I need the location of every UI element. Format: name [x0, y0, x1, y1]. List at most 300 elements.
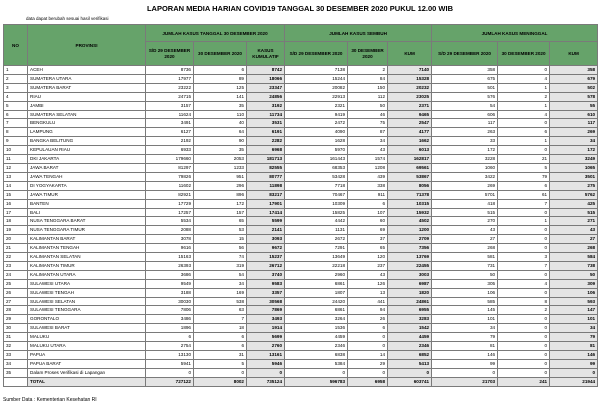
meninggal-tgl: 8: [498, 297, 550, 306]
sembuh-sd: 4090: [285, 128, 348, 137]
sembuh-sd: 5970: [285, 146, 348, 155]
sembuh-tgl: 84: [348, 74, 388, 83]
province-name: SUMATERA UTARA: [28, 74, 146, 83]
header-kasus-sd: S/D 29 DESEMBER 2020: [146, 42, 194, 66]
sembuh-tgl: 120: [348, 253, 388, 262]
sembuh-sd: 2472: [285, 119, 348, 128]
meninggal-kum: 79: [550, 333, 598, 342]
province-name: SUMATERA BARAT: [28, 83, 146, 92]
sembuh-sd: 7718: [285, 181, 348, 190]
kasus-kumulatif: 8742: [247, 66, 285, 75]
sembuh-tgl: 1574: [348, 155, 388, 164]
sembuh-sd: 7291: [285, 244, 348, 253]
kasus-tgl: 141: [194, 92, 247, 101]
sembuh-kum: 2547: [388, 119, 432, 128]
table-row: [4, 306, 598, 315]
meninggal-sd: 146: [432, 351, 498, 360]
kasus-kumulatif: 26712: [247, 261, 285, 270]
meninggal-kum: 34: [550, 137, 598, 146]
table-row: [4, 368, 598, 377]
kasus-kumulatif: 80777: [247, 172, 285, 181]
province-name: SUMATERA SELATAN: [28, 110, 146, 119]
sembuh-kum: 69561: [388, 163, 432, 172]
kasus-kumulatif: 6968: [247, 146, 285, 155]
kasus-tgl: 6: [194, 66, 247, 75]
header-no: NO: [4, 25, 28, 66]
kasus-tgl: 65: [194, 217, 247, 226]
kasus-sd: 11624: [146, 110, 194, 119]
province-name: LAMPUNG: [28, 128, 146, 137]
kasus-tgl: 34: [194, 279, 247, 288]
kasus-tgl: 6: [194, 333, 247, 342]
row-no: 32: [4, 342, 28, 351]
table-body: [4, 66, 598, 387]
meninggal-kum: 679: [550, 74, 598, 83]
sembuh-kum: 1542: [388, 324, 432, 333]
sembuh-kum: 2709: [388, 235, 432, 244]
kasus-tgl: 90: [194, 137, 247, 146]
sembuh-kum: 2346: [388, 342, 432, 351]
row-no: 9: [4, 137, 28, 146]
header-meninggal-tgl: 30 DESEMBER 2020: [498, 42, 550, 66]
kasus-sd: 11602: [146, 181, 194, 190]
sembuh-sd: 1131: [285, 226, 348, 235]
meninggal-tgl: 21: [498, 155, 550, 164]
sembuh-kum: 22455: [388, 261, 432, 270]
table-row: [4, 288, 598, 297]
kasus-kumulatif: 5599: [247, 217, 285, 226]
row-no: 27: [4, 297, 28, 306]
sembuh-kum: 7356: [388, 244, 432, 253]
sembuh-kum: 1662: [388, 137, 432, 146]
meninggal-sd: 145: [432, 306, 498, 315]
province-name: SULAWESI SELATAN: [28, 297, 146, 306]
sembuh-kum: 13769: [388, 253, 432, 262]
table-row: [4, 66, 598, 75]
meninggal-tgl: 0: [498, 119, 550, 128]
table-row: [4, 351, 598, 360]
kasus-tgl: 64: [194, 128, 247, 137]
table-row: [4, 199, 598, 208]
meninggal-sd: 27: [432, 235, 498, 244]
row-no: 23: [4, 261, 28, 270]
meninggal-sd: 515: [432, 208, 498, 217]
sembuh-sd: 70467: [285, 190, 348, 199]
table-row: [4, 172, 598, 181]
table-row: [4, 155, 598, 164]
sembuh-sd: 22913: [285, 92, 348, 101]
meninggal-kum: 99: [550, 359, 598, 368]
kasus-tgl: 1233: [194, 163, 247, 172]
kasus-sd: 5534: [146, 217, 194, 226]
province-name: KALIMANTAN SELATAN: [28, 253, 146, 262]
sembuh-tgl: 237: [348, 261, 388, 270]
sembuh-kum: 9465: [388, 110, 432, 119]
kasus-kumulatif: 24856: [247, 92, 285, 101]
row-no: 8: [4, 128, 28, 137]
meninggal-sd: 731: [432, 261, 498, 270]
kasus-tgl: 296: [194, 181, 247, 190]
sembuh-tgl: 50: [348, 101, 388, 110]
row-no: 25: [4, 279, 28, 288]
sembuh-sd: 15244: [285, 74, 348, 83]
sembuh-sd: 10309: [285, 199, 348, 208]
report-title: LAPORAN MEDIA HARIAN COVID19 TANGGAL 30 DESEMBER 2020 PUKUL 12.00 WIB: [146, 4, 454, 13]
province-name: SULAWESI BARAT: [28, 324, 146, 333]
meninggal-sd: 101: [432, 315, 498, 324]
province-name: GORONTALO: [28, 315, 146, 324]
kasus-tgl: 0: [194, 368, 247, 377]
kasus-kumulatif: 15237: [247, 253, 285, 262]
meninggal-sd: 585: [432, 297, 498, 306]
meninggal-sd: 501: [432, 83, 498, 92]
data-source: Sumber Data : Kementerian Kesehatan RI: [3, 397, 97, 403]
meninggal-tgl: 79: [498, 172, 550, 181]
meninggal-kum: 50: [550, 270, 598, 279]
total-row: [4, 377, 598, 386]
row-no: 26: [4, 288, 28, 297]
meninggal-sd: 1060: [432, 163, 498, 172]
table-row: [4, 83, 598, 92]
row-no: 15: [4, 190, 28, 199]
meninggal-kum: 502: [550, 83, 598, 92]
row-no: 5: [4, 101, 28, 110]
province-name: RIAU: [28, 92, 146, 101]
kasus-tgl: 35: [194, 101, 247, 110]
covid-report-table: [3, 24, 598, 387]
kasus-tgl: 172: [194, 199, 247, 208]
kasus-sd: 2754: [146, 342, 194, 351]
sembuh-kum: 24861: [388, 297, 432, 306]
kasus-sd: 26393: [146, 261, 194, 270]
kasus-tgl: 110: [194, 110, 247, 119]
kasus-kumulatif: 11898: [247, 181, 285, 190]
kasus-sd: 3157: [146, 101, 194, 110]
meninggal-sd: 21703: [432, 377, 498, 386]
province-name: BANGKA BELITUNG: [28, 137, 146, 146]
meninggal-kum: 425: [550, 199, 598, 208]
kasus-kumulatif: 2282: [247, 137, 285, 146]
province-name: JAMBI: [28, 101, 146, 110]
table-row: [4, 101, 598, 110]
sembuh-tgl: 1208: [348, 163, 388, 172]
meninggal-tgl: 7: [498, 199, 550, 208]
sembuh-sd: 13649: [285, 253, 348, 262]
kasus-tgl: 7: [194, 315, 247, 324]
sembuh-sd: 2672: [285, 235, 348, 244]
kasus-tgl: 40: [194, 119, 247, 128]
meninggal-tgl: 0: [498, 146, 550, 155]
sembuh-sd: 22218: [285, 261, 348, 270]
meninggal-tgl: 0: [498, 235, 550, 244]
kasus-tgl: 319: [194, 261, 247, 270]
meninggal-sd: 3422: [432, 172, 498, 181]
sembuh-tgl: 43: [348, 270, 388, 279]
meninggal-tgl: 0: [498, 324, 550, 333]
sembuh-tgl: 112: [348, 92, 388, 101]
sembuh-sd: 2346: [285, 342, 348, 351]
meninggal-kum: 593: [550, 297, 598, 306]
meninggal-tgl: 0: [498, 288, 550, 297]
meninggal-sd: 50: [432, 270, 498, 279]
row-no: 29: [4, 315, 28, 324]
kasus-kumulatif: 9583: [247, 279, 285, 288]
kasus-kumulatif: 18066: [247, 74, 285, 83]
meninggal-kum: 268: [550, 244, 598, 253]
kasus-kumulatif: 7869: [247, 306, 285, 315]
kasus-sd: 13130: [146, 351, 194, 360]
kasus-sd: 8736: [146, 66, 194, 75]
meninggal-sd: 106: [432, 288, 498, 297]
row-no: 34: [4, 359, 28, 368]
kasus-tgl: 2053: [194, 155, 247, 164]
sembuh-tgl: 439: [348, 172, 388, 181]
sembuh-kum: 6852: [388, 351, 432, 360]
table-row: [4, 146, 598, 155]
province-name: KALIMANTAN UTARA: [28, 270, 146, 279]
meninggal-kum: 106: [550, 288, 598, 297]
sembuh-sd: 161443: [285, 155, 348, 164]
sembuh-sd: 7138: [285, 66, 348, 75]
meninggal-sd: 270: [432, 217, 498, 226]
province-name: SULAWESI TENGGARA: [28, 306, 146, 315]
sembuh-kum: 2371: [388, 101, 432, 110]
table-row: [4, 253, 598, 262]
kasus-sd: 5941: [146, 359, 194, 368]
table-row: [4, 333, 598, 342]
kasus-sd: 3486: [146, 315, 194, 324]
kasus-tgl: 8002: [194, 377, 247, 386]
kasus-kumulatif: 23347: [247, 83, 285, 92]
kasus-sd: 2088: [146, 226, 194, 235]
meninggal-tgl: 0: [498, 333, 550, 342]
sembuh-tgl: 6: [348, 324, 388, 333]
row-no: 24: [4, 270, 28, 279]
kasus-kumulatif: 17414: [247, 208, 285, 217]
meninggal-tgl: 7: [498, 261, 550, 270]
header-kasus-kumulatif: KASUS KUMULATIF: [247, 42, 285, 66]
meninggal-kum: 738: [550, 261, 598, 270]
meninggal-tgl: 1: [498, 137, 550, 146]
meninggal-sd: 172: [432, 146, 498, 155]
sembuh-kum: 5413: [388, 359, 432, 368]
meninggal-kum: 43: [550, 226, 598, 235]
row-no: 1: [4, 66, 28, 75]
province-name: TOTAL: [28, 377, 146, 386]
meninggal-sd: 43: [432, 226, 498, 235]
sembuh-tgl: 94: [348, 306, 388, 315]
meninggal-kum: 117: [550, 119, 598, 128]
kasus-kumulatif: 735124: [247, 377, 285, 386]
kasus-kumulatif: 181713: [247, 155, 285, 164]
meninggal-kum: 146: [550, 351, 598, 360]
sembuh-tgl: 75: [348, 119, 388, 128]
meninggal-kum: 3249: [550, 155, 598, 164]
province-name: SULAWESI TENGAH: [28, 288, 146, 297]
meninggal-tgl: 4: [498, 74, 550, 83]
meninggal-tgl: 3: [498, 253, 550, 262]
province-name: JAWA TIMUR: [28, 190, 146, 199]
sembuh-tgl: 69: [348, 226, 388, 235]
kasus-kumulatif: 0: [247, 368, 285, 377]
meninggal-tgl: 0: [498, 270, 550, 279]
header-sembuh-tgl: 30 DESEMBER 2020: [348, 42, 388, 66]
meninggal-tgl: 4: [498, 110, 550, 119]
kasus-sd: 1896: [146, 324, 194, 333]
province-name: PAPUA: [28, 351, 146, 360]
meninggal-sd: 34: [432, 324, 498, 333]
kasus-tgl: 6: [194, 342, 247, 351]
province-name: KALIMANTAN TIMUR: [28, 261, 146, 270]
kasus-tgl: 125: [194, 83, 247, 92]
sembuh-tgl: 87: [348, 128, 388, 137]
sembuh-tgl: 6958: [348, 377, 388, 386]
kasus-sd: 17977: [146, 74, 194, 83]
sembuh-kum: 4502: [388, 217, 432, 226]
sembuh-sd: 3264: [285, 315, 348, 324]
sembuh-tgl: 2: [348, 66, 388, 75]
sembuh-kum: 6955: [388, 306, 432, 315]
meninggal-sd: 418: [432, 199, 498, 208]
meninggal-kum: 0: [550, 368, 598, 377]
kasus-tgl: 18: [194, 324, 247, 333]
kasus-sd: 79826: [146, 172, 194, 181]
sembuh-sd: 15825: [285, 208, 348, 217]
meninggal-kum: 309: [550, 279, 598, 288]
province-name: JAWA BARAT: [28, 163, 146, 172]
sembuh-sd: 0: [285, 368, 348, 377]
table-row: [4, 235, 598, 244]
meninggal-tgl: 0: [498, 359, 550, 368]
meninggal-sd: 5701: [432, 190, 498, 199]
header-meninggal-kum: KUM: [550, 42, 598, 66]
sembuh-tgl: 150: [348, 83, 388, 92]
row-no: 35: [4, 368, 28, 377]
kasus-sd: 3686: [146, 270, 194, 279]
sembuh-sd: 24420: [285, 297, 348, 306]
sembuh-tgl: 65: [348, 244, 388, 253]
meninggal-tgl: 241: [498, 377, 550, 386]
header-provinsi: PROVINSI: [28, 25, 146, 66]
kasus-kumulatif: 17901: [247, 199, 285, 208]
province-name: PAPUA BARAT: [28, 359, 146, 368]
kasus-tgl: 89: [194, 74, 247, 83]
meninggal-sd: 305: [432, 279, 498, 288]
sembuh-tgl: 0: [348, 333, 388, 342]
kasus-sd: 6: [146, 333, 194, 342]
meninggal-kum: 269: [550, 128, 598, 137]
sembuh-sd: 2321: [285, 101, 348, 110]
sembuh-sd: 20082: [285, 83, 348, 92]
sembuh-kum: 6013: [388, 146, 432, 155]
meninggal-sd: 263: [432, 128, 498, 137]
sembuh-tgl: 37: [348, 235, 388, 244]
row-no: 14: [4, 181, 28, 190]
sembuh-tgl: 441: [348, 297, 388, 306]
sembuh-kum: 23025: [388, 92, 432, 101]
sembuh-sd: 1807: [285, 288, 348, 297]
sembuh-tgl: 46: [348, 110, 388, 119]
meninggal-sd: 81: [432, 342, 498, 351]
table-row: [4, 270, 598, 279]
header-group-meninggal: JUMLAH KASUS MENINGGAL: [432, 25, 598, 42]
sembuh-tgl: 60: [348, 217, 388, 226]
sembuh-tgl: 911: [348, 190, 388, 199]
meninggal-kum: 172: [550, 146, 598, 155]
table-row: [4, 190, 598, 199]
row-no: 3: [4, 83, 28, 92]
row-no: 30: [4, 324, 28, 333]
kasus-sd: 24715: [146, 92, 194, 101]
sembuh-tgl: 0: [348, 368, 388, 377]
sembuh-kum: 4459: [388, 333, 432, 342]
meninggal-tgl: 6: [498, 181, 550, 190]
sembuh-sd: 4459: [285, 333, 348, 342]
kasus-sd: 6933: [146, 146, 194, 155]
meninggal-sd: 268: [432, 244, 498, 253]
sembuh-tgl: 13: [348, 288, 388, 297]
kasus-kumulatif: 30568: [247, 297, 285, 306]
meninggal-tgl: 4: [498, 279, 550, 288]
row-no: 6: [4, 110, 28, 119]
table-row: [4, 163, 598, 172]
sembuh-kum: 15328: [388, 74, 432, 83]
meninggal-tgl: 1: [498, 83, 550, 92]
table-row: [4, 181, 598, 190]
row-no: 28: [4, 306, 28, 315]
meninggal-tgl: 0: [498, 208, 550, 217]
kasus-tgl: 54: [194, 270, 247, 279]
table-row: [4, 110, 598, 119]
row-no: [4, 377, 28, 386]
province-name: ACEH: [28, 66, 146, 75]
province-name: KEPULAUAN RIAU: [28, 146, 146, 155]
meninggal-sd: 269: [432, 181, 498, 190]
sembuh-tgl: 107: [348, 208, 388, 217]
table-row: [4, 119, 598, 128]
kasus-kumulatif: 2141: [247, 226, 285, 235]
kasus-kumulatif: 3740: [247, 270, 285, 279]
table-row: [4, 137, 598, 146]
province-name: KALIMANTAN TENGAH: [28, 244, 146, 253]
meninggal-sd: 117: [432, 119, 498, 128]
sembuh-tgl: 43: [348, 146, 388, 155]
row-no: 11: [4, 155, 28, 164]
kasus-kumulatif: 9672: [247, 244, 285, 253]
meninggal-tgl: 6: [498, 128, 550, 137]
meninggal-kum: 610: [550, 110, 598, 119]
sembuh-kum: 20232: [388, 83, 432, 92]
meninggal-kum: 358: [550, 66, 598, 75]
kasus-sd: 3188: [146, 288, 194, 297]
meninggal-kum: 275: [550, 181, 598, 190]
province-name: MALUKU: [28, 333, 146, 342]
province-name: NUSA TENGGARA TIMUR: [28, 226, 146, 235]
meninggal-sd: 358: [432, 66, 498, 75]
sembuh-kum: 603741: [388, 377, 432, 386]
row-no: 13: [4, 172, 28, 181]
sembuh-sd: 1628: [285, 137, 348, 146]
sembuh-tgl: 14: [348, 351, 388, 360]
kasus-kumulatif: 2760: [247, 342, 285, 351]
row-no: 2: [4, 74, 28, 83]
sembuh-kum: 15932: [388, 208, 432, 217]
province-name: SULAWESI UTARA: [28, 279, 146, 288]
sembuh-kum: 71378: [388, 190, 432, 199]
kasus-sd: 3078: [146, 235, 194, 244]
sembuh-sd: 6838: [285, 351, 348, 360]
header-kasus-tgl: 30 DESEMBER 2020: [194, 42, 247, 66]
